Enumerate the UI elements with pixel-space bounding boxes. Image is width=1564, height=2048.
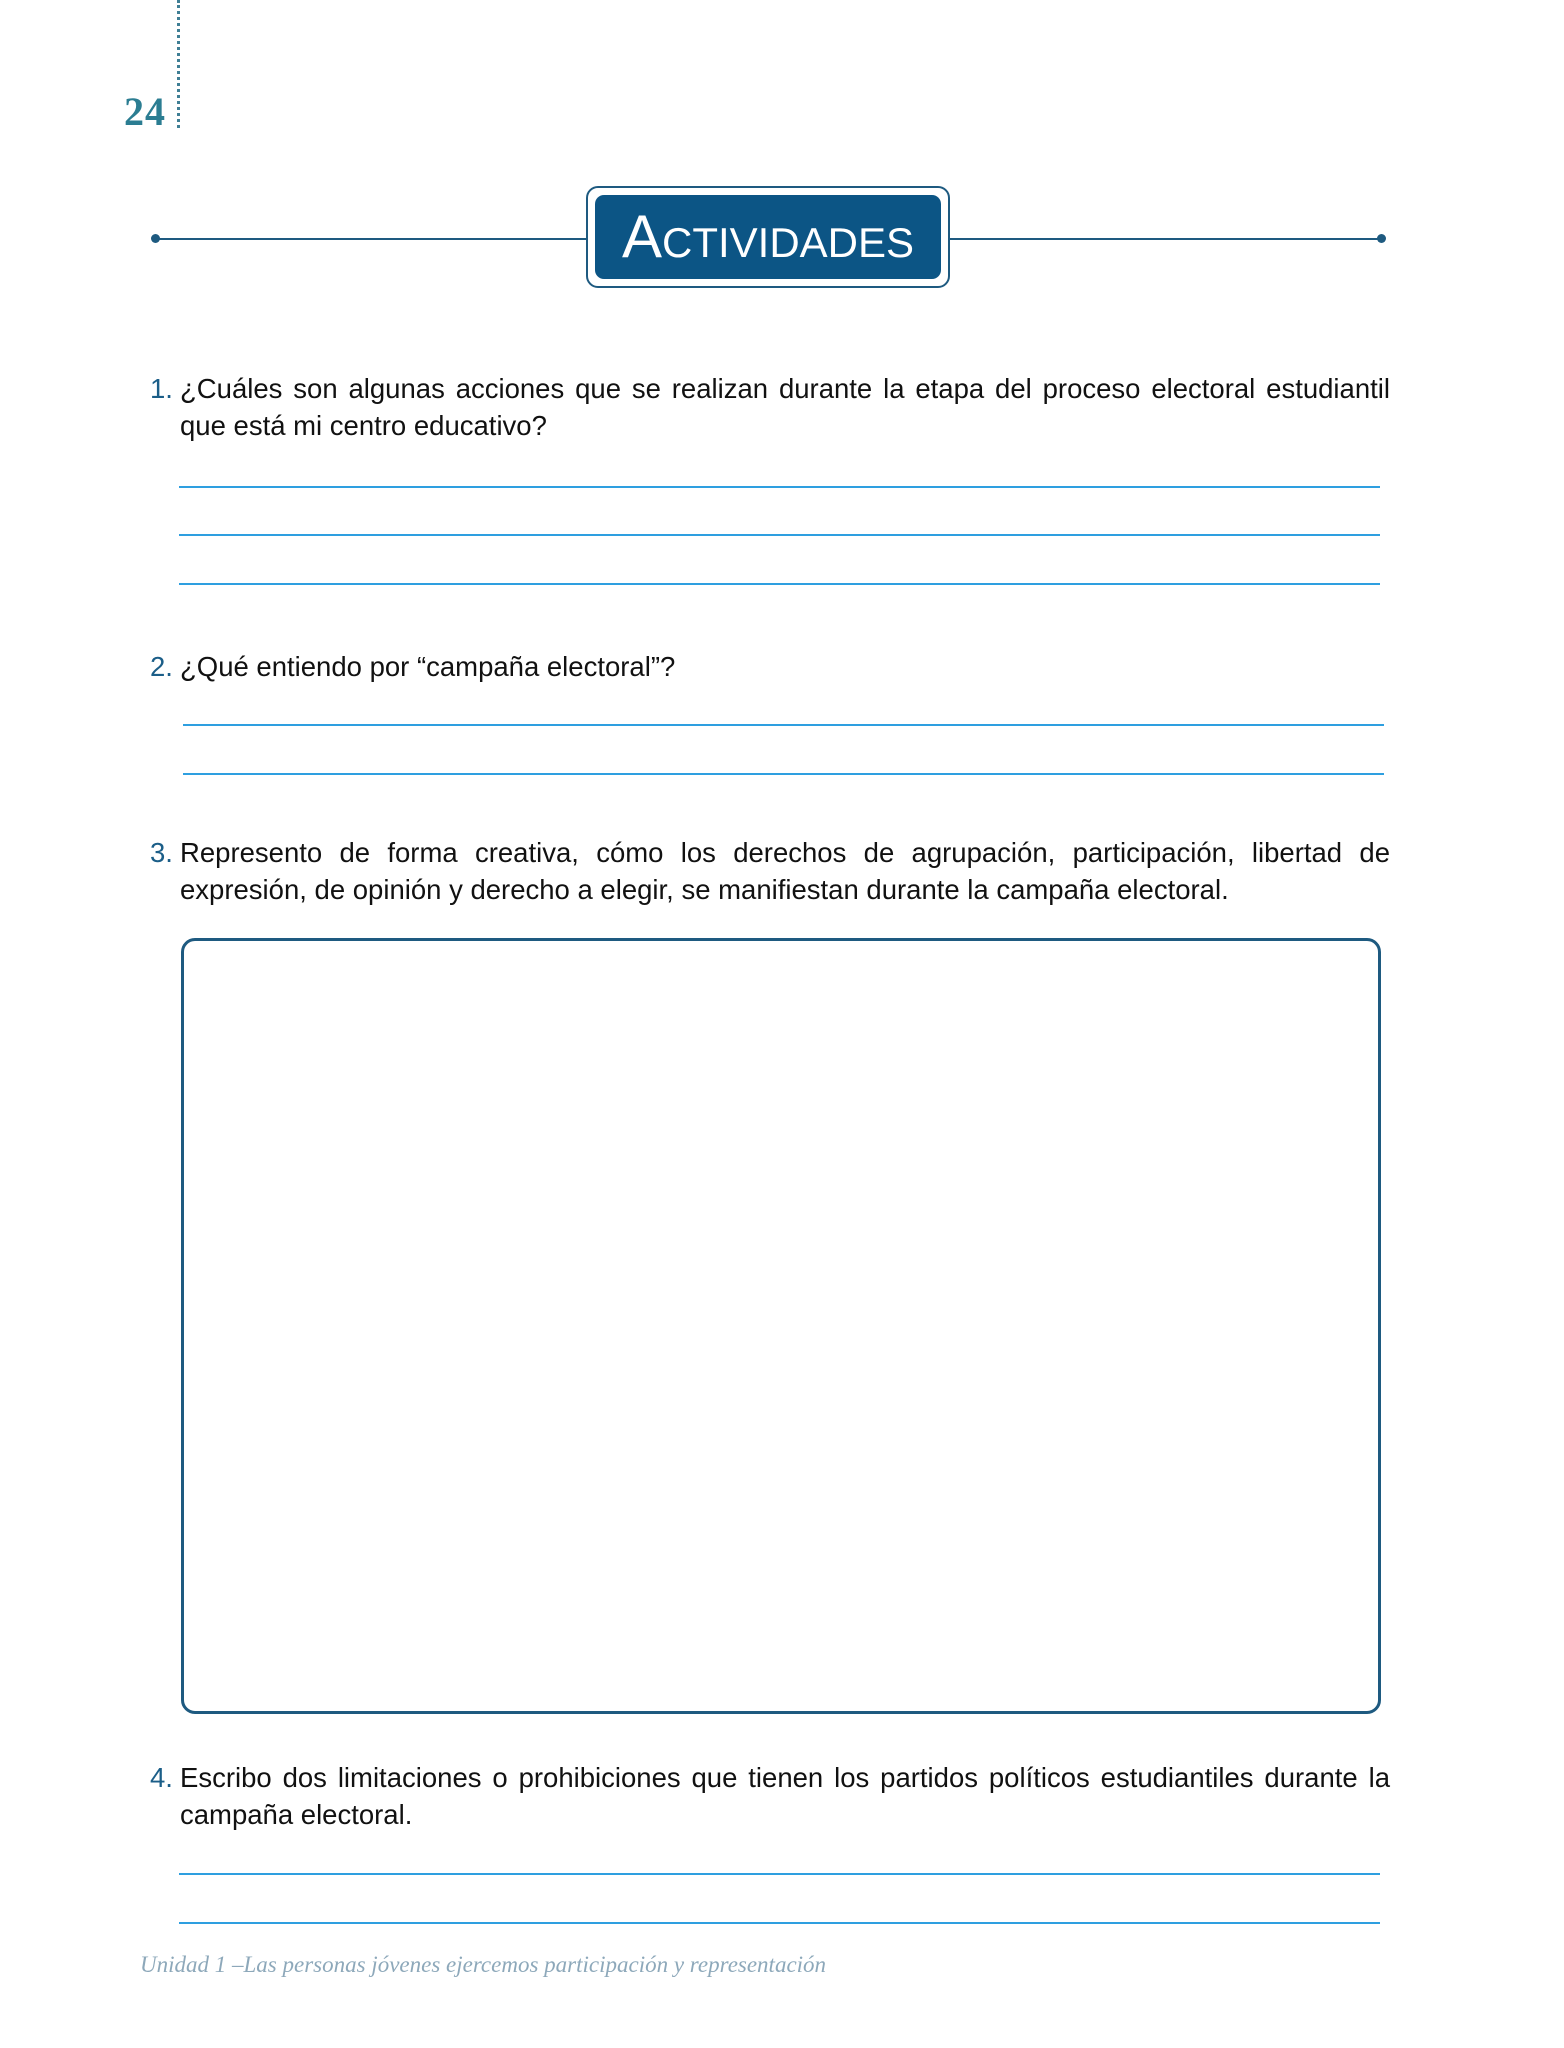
question-text: Escribo dos limitaciones o prohibiciones que tienen los partidos políticos estudiantiles durante la campaña electoral. (180, 1762, 1390, 1830)
question-number: 4. (150, 1762, 173, 1793)
question-text: Represento de forma creativa, cómo los derechos de agrupación, participación, libertad de expresión, de opinión y derecho a elegir, se manifiestan durante la campaña electoral. (180, 837, 1390, 905)
answer-line[interactable] (179, 583, 1380, 585)
header-rule-right (950, 238, 1380, 240)
question-text: ¿Qué entiendo por “campaña electoral”? (180, 651, 676, 682)
section-title-box (595, 195, 941, 279)
drawing-area[interactable] (181, 938, 1381, 1714)
question-text: ¿Cuáles son algunas acciones que se realizan durante la etapa del proceso electoral estudiantil que está mi centro educativo? (180, 373, 1390, 441)
page-number: 24 (124, 89, 166, 134)
answer-line[interactable] (183, 724, 1384, 726)
margin-dotted-rule (177, 0, 180, 128)
answer-line[interactable] (179, 1922, 1380, 1924)
header-rule-dot-left (151, 234, 160, 243)
question-4 (150, 1759, 1390, 1833)
section-title: Actividades (621, 203, 915, 270)
question-2 (150, 648, 1390, 685)
question-number: 3. (150, 837, 173, 868)
question-3 (150, 834, 1390, 908)
header-rule-left (154, 238, 588, 240)
answer-line[interactable] (183, 773, 1384, 775)
section-title-frame (586, 186, 950, 288)
header-rule-dot-right (1377, 234, 1386, 243)
question-1 (150, 370, 1390, 444)
answer-line[interactable] (179, 534, 1380, 536)
answer-line[interactable] (179, 1873, 1380, 1875)
question-number: 1. (150, 373, 173, 404)
question-number: 2. (150, 651, 173, 682)
footer-unit-title: Unidad 1 –Las personas jóvenes ejercemos participación y representación (140, 1952, 827, 1977)
answer-line[interactable] (179, 486, 1380, 488)
